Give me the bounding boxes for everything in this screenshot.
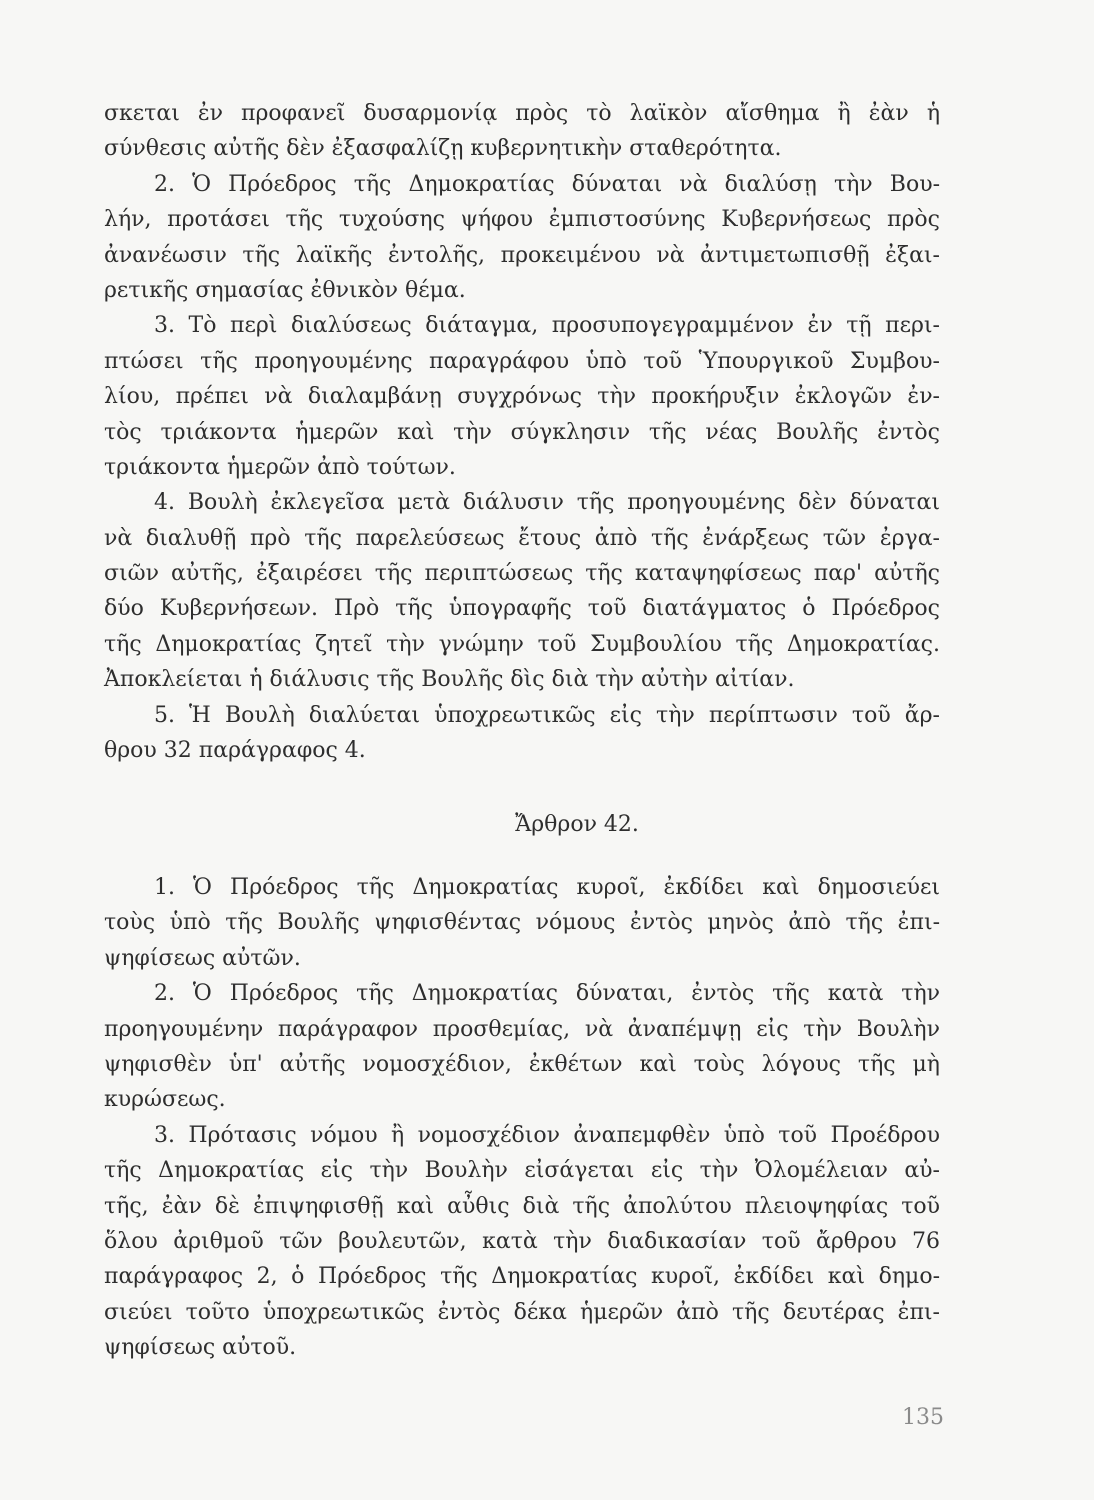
article-heading: Ἄρθρον 42.: [515, 812, 639, 837]
text-block-continuation: [104, 96, 940, 768]
page-number: 135: [902, 1405, 944, 1430]
text-line: 3. Τὸ περὶ διαλύσεως διάταγμα, προσυπογεγραμμένον ἐν τῇ περι-: [154, 313, 940, 339]
text-block-article-42: [104, 870, 940, 1365]
text-line: 2. Ὁ Πρόεδρος τῆς Δημοκρατίας δύναται νὰ διαλύσῃ τὴν Βου-: [154, 171, 940, 197]
text-line: κυρώσεως.: [104, 1087, 226, 1113]
text-line: λίου, πρέπει νὰ διαλαμβάνῃ συγχρόνως τὴν προκήρυξιν ἐκλογῶν ἐν-: [104, 384, 940, 410]
text-line: τριάκοντα ἡμερῶν ἀπὸ τούτων.: [104, 454, 456, 480]
text-line: τὸς τριάκοντα ἡμερῶν καὶ τὴν σύγκλησιν τῆς νέας Βουλῆς ἐντὸς: [104, 419, 940, 445]
text-line: δύο Κυβερνήσεων. Πρὸ τῆς ὑπογραφῆς τοῦ διατάγματος ὁ Πρόεδρος: [104, 596, 940, 622]
text-line: σκεται ἐν προφανεῖ δυσαρμονίᾳ πρὸς τὸ λαϊκὸν αἴσθημα ἢ ἐὰν ἡ: [104, 101, 940, 126]
text-line: 2. Ὁ Πρόεδρος τῆς Δημοκρατίας δύναται, ἐντὸς τῆς κατὰ τὴν: [154, 981, 940, 1007]
text-line: σιῶν αὐτῆς, ἐξαιρέσει τῆς περιπτώσεως τῆς καταψηφίσεως παρ' αὐτῆς: [104, 561, 940, 587]
text-line: προηγουμένην παράγραφον προσθεμίας, νὰ ἀναπέμψῃ εἰς τὴν Βουλὴν: [104, 1016, 940, 1042]
text-line: τῆς, ἐὰν δὲ ἐπιψηφισθῇ καὶ αὖθις διὰ τῆς ἀπολύτου πλειοψηφίας τοῦ: [104, 1193, 940, 1219]
text-line: τῆς Δημοκρατίας ζητεῖ τὴν γνώμην τοῦ Συμβουλίου τῆς Δημοκρατίας.: [104, 631, 940, 657]
text-line: 3. Πρότασις νόμου ἢ νομοσχέδιον ἀναπεμφθὲν ὑπὸ τοῦ Προέδρου: [154, 1122, 940, 1148]
text-line: σύνθεσις αὐτῆς δὲν ἐξασφαλίζῃ κυβερνητικὴν σταθερότητα.: [104, 136, 782, 162]
text-line: θρου 32 παράγραφος 4.: [104, 738, 366, 764]
text-line: 5. Ἡ Βουλὴ διαλύεται ὑποχρεωτικῶς εἰς τὴν περίπτωσιν τοῦ ἄρ-: [154, 702, 940, 728]
text-line: ρετικῆς σημασίας ἐθνικὸν θέμα.: [104, 277, 466, 303]
text-line: ὅλου ἀριθμοῦ τῶν βουλευτῶν, κατὰ τὴν διαδικασίαν τοῦ ἄρθρου 76: [104, 1228, 940, 1254]
text-line: 1. Ὁ Πρόεδρος τῆς Δημοκρατίας κυροῖ, ἐκδίδει καὶ δημοσιεύει: [154, 875, 940, 900]
text-line: νὰ διαλυθῇ πρὸ τῆς παρελεύσεως ἔτους ἀπὸ τῆς ἐνάρξεως τῶν ἐργα-: [104, 525, 940, 551]
text-line: ψηφισθὲν ὑπ' αὐτῆς νομοσχέδιον, ἐκθέτων καὶ τοὺς λόγους τῆς μὴ: [104, 1051, 940, 1077]
text-line: παράγραφος 2, ὁ Πρόεδρος τῆς Δημοκρατίας κυροῖ, ἐκδίδει καὶ δημο-: [104, 1264, 940, 1290]
text-line: λήν, προτάσει τῆς τυχούσης ψήφου ἐμπιστοσύνης Κυβερνήσεως πρὸς: [104, 207, 940, 233]
text-line: τῆς Δημοκρατίας εἰς τὴν Βουλὴν εἰσάγεται εἰς τὴν Ὀλομέλειαν αὐ-: [104, 1158, 940, 1184]
text-line: πτώσει τῆς προηγουμένης παραγράφου ὑπὸ τοῦ Ὑπουργικοῦ Συμβου-: [104, 348, 940, 374]
text-line: ψηφίσεως αὐτοῦ.: [104, 1335, 297, 1361]
text-line: ἀνανέωσιν τῆς λαϊκῆς ἐντολῆς, προκειμένου νὰ ἀντιμετωπισθῇ ἐξαι-: [104, 242, 940, 268]
text-line: 4. Βουλὴ ἐκλεγεῖσα μετὰ διάλυσιν τῆς προηγουμένης δὲν δύναται: [154, 490, 940, 516]
text-line: σιεύει τοῦτο ὑποχρεωτικῶς ἐντὸς δέκα ἡμερῶν ἀπὸ τῆς δευτέρας ἐπι-: [104, 1299, 940, 1325]
text-line: Ἀποκλείεται ἡ διάλυσις τῆς Βουλῆς δὶς διὰ τὴν αὐτὴν αἰτίαν.: [104, 667, 795, 693]
text-line: ψηφίσεως αὐτῶν.: [104, 945, 301, 971]
text-line: τοὺς ὑπὸ τῆς Βουλῆς ψηφισθέντας νόμους ἐντὸς μηνὸς ἀπὸ τῆς ἐπι-: [104, 910, 940, 936]
